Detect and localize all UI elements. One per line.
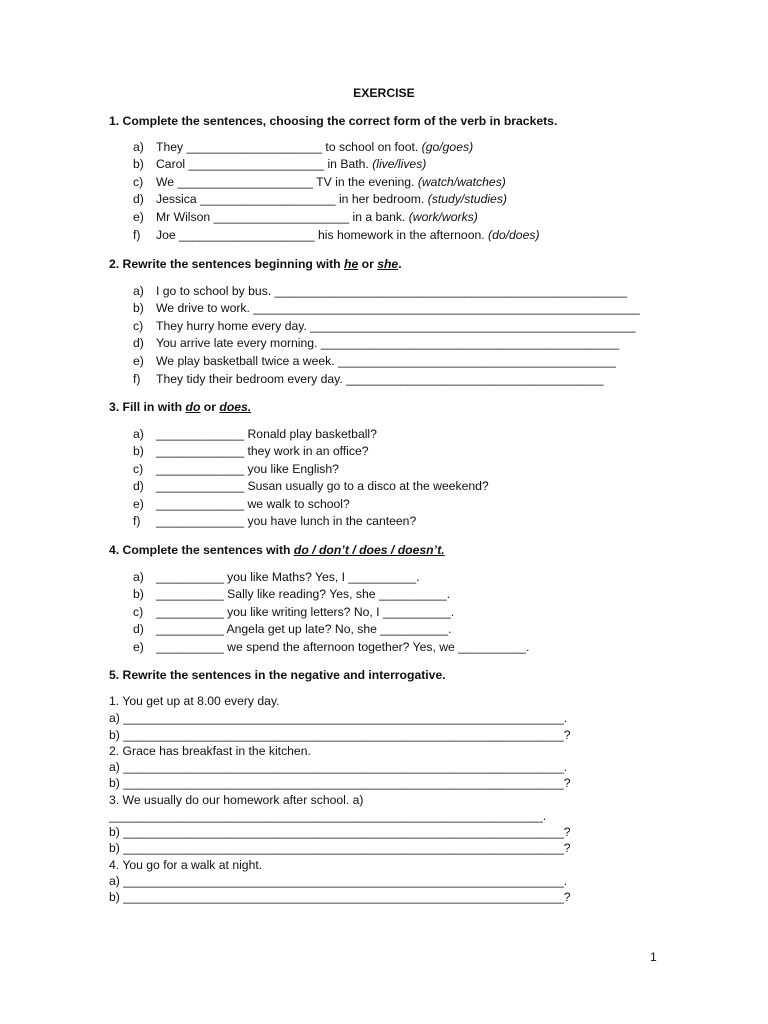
item-label: c) — [133, 319, 144, 333]
item-label: c) — [133, 462, 144, 476]
item-label: f) — [133, 514, 141, 528]
item-label: f) — [133, 372, 141, 386]
item-text: __________ you like Maths? Yes, I __________. — [156, 570, 420, 584]
item-text: __________ we spend the afternoon together? Yes, we __________. — [156, 640, 530, 654]
item-label: d) — [133, 192, 144, 206]
s5-answer-line: a) _________________________________________________________________. — [109, 711, 568, 725]
item-label: e) — [133, 354, 144, 368]
item-label: b) — [133, 157, 144, 171]
item-label: e) — [133, 640, 144, 654]
section-3-heading: 3. Fill in with do or does. — [109, 400, 252, 414]
item-text: Joe ____________________ his homework in the afternoon. (do/does) — [156, 228, 540, 242]
item-label: d) — [133, 336, 144, 350]
item-text: They tidy their bedroom every day. ______________________________________ — [156, 372, 604, 386]
s5-answer-line: b) _________________________________________________________________? — [109, 776, 571, 790]
item-text: _____________ you have lunch in the canteen? — [156, 514, 417, 528]
section-4-heading: 4. Complete the sentences with do / don’t / does / doesn’t. — [109, 543, 445, 557]
s5-answer-line: b) _________________________________________________________________? — [109, 728, 571, 742]
item-text: Mr Wilson ____________________ in a bank. (work/works) — [156, 210, 478, 224]
s5-answer-line: ________________________________________________________________. — [109, 809, 547, 823]
section-2-heading: 2. Rewrite the sentences beginning with he or she. — [109, 257, 402, 271]
item-text: _____________ you like English? — [156, 462, 339, 476]
item-label: a) — [133, 140, 144, 154]
item-text: __________ Sally like reading? Yes, she __________. — [156, 587, 451, 601]
page-number: 1 — [650, 950, 657, 964]
item-label: a) — [133, 284, 144, 298]
item-text: _____________ Ronald play basketball? — [156, 427, 377, 441]
s5-sentence-2: 2. Grace has breakfast in the kitchen. — [109, 744, 311, 758]
item-label: a) — [133, 427, 144, 441]
item-text: __________ you like writing letters? No, I __________. — [156, 605, 455, 619]
item-text: I go to school by bus. ____________________________________________________ — [156, 284, 628, 298]
item-label: f) — [133, 228, 141, 242]
item-text: You arrive late every morning. ____________________________________________ — [156, 336, 620, 350]
item-label: b) — [133, 301, 144, 315]
item-label: d) — [133, 622, 144, 636]
item-text: They hurry home every day. ________________________________________________ — [156, 319, 636, 333]
s5-sentence-1: 1. You get up at 8.00 every day. — [109, 694, 280, 708]
item-text: Jessica ____________________ in her bedroom. (study/studies) — [156, 192, 507, 206]
item-label: b) — [133, 444, 144, 458]
item-text: We ____________________ TV in the evening. (watch/watches) — [156, 175, 506, 189]
item-text: __________ Angela get up late? No, she __________. — [156, 622, 452, 636]
item-text: We play basketball twice a week. _________________________________________ — [156, 354, 616, 368]
item-text: _____________ we walk to school? — [156, 497, 350, 511]
item-text: We drive to work. _________________________________________________________ — [156, 301, 640, 315]
item-label: d) — [133, 479, 144, 493]
item-label: a) — [133, 570, 144, 584]
s5-answer-line: b) _________________________________________________________________? — [109, 825, 571, 839]
item-text: They ____________________ to school on foot. (go/goes) — [156, 140, 474, 154]
item-label: e) — [133, 497, 144, 511]
section-1-heading: 1. Complete the sentences, choosing the correct form of the verb in brackets. — [109, 114, 558, 128]
s5-sentence-4: 4. You go for a walk at night. — [109, 858, 263, 872]
s5-answer-line: a) _________________________________________________________________. — [109, 874, 568, 888]
page-title: EXERCISE — [353, 86, 415, 100]
s5-answer-line: b) _________________________________________________________________? — [109, 890, 571, 904]
item-text: _____________ they work in an office? — [156, 444, 369, 458]
s5-answer-line: b) _________________________________________________________________? — [109, 841, 571, 855]
item-label: c) — [133, 175, 144, 189]
item-text: Carol ____________________ in Bath. (live/lives) — [156, 157, 427, 171]
item-text: _____________ Susan usually go to a disco at the weekend? — [156, 479, 489, 493]
item-label: c) — [133, 605, 144, 619]
item-label: e) — [133, 210, 144, 224]
s5-answer-line: a) _________________________________________________________________. — [109, 760, 568, 774]
section-5-heading: 5. Rewrite the sentences in the negative and interrogative. — [109, 668, 446, 682]
s5-sentence-3: 3. We usually do our homework after school. a) — [109, 793, 364, 807]
item-label: b) — [133, 587, 144, 601]
